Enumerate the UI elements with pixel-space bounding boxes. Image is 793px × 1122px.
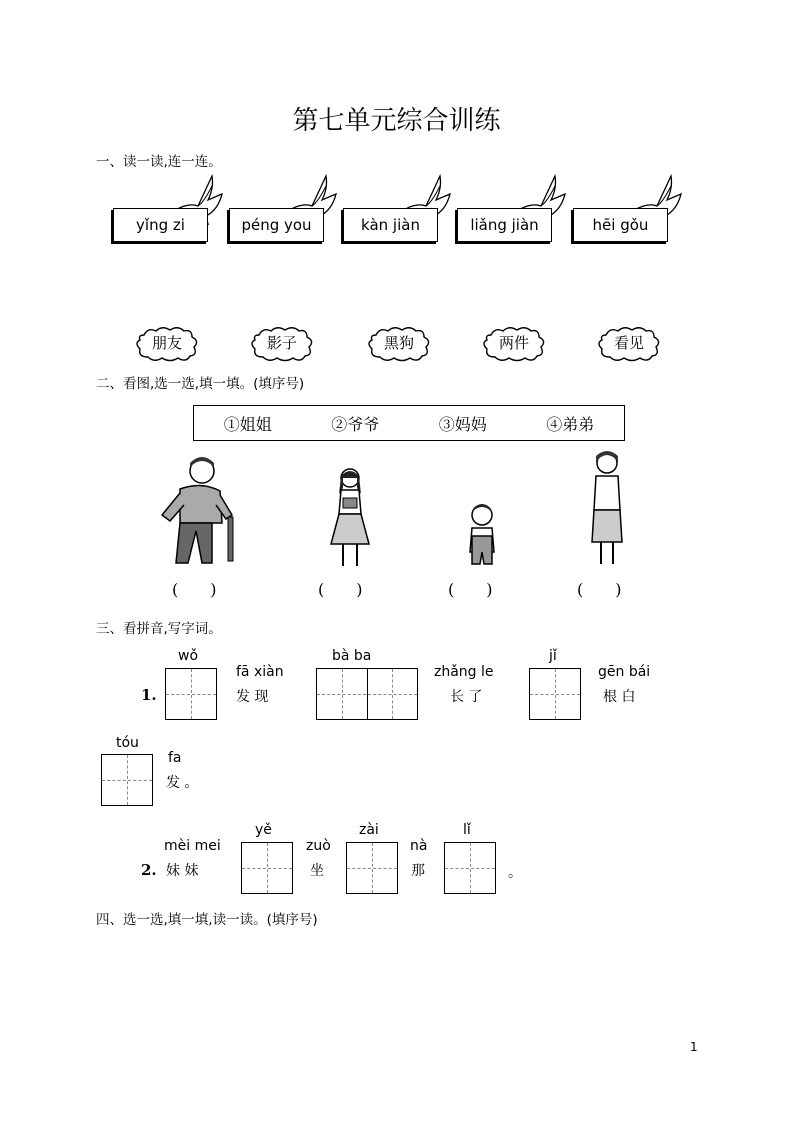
- options-box: [193, 405, 625, 441]
- word-cloud-1: 朋友: [151, 334, 182, 352]
- section-1-heading: 一、读一读,连一连。: [96, 154, 222, 170]
- pinyin-meimei: mèi mei: [164, 838, 221, 854]
- writing-grid-baba[interactable]: [316, 668, 418, 720]
- pinyin-genbai: gēn bái: [598, 664, 651, 680]
- pinyin-fa: fa: [168, 750, 182, 766]
- writing-grid-wo[interactable]: [165, 668, 217, 720]
- option-sister: ①姐姐: [223, 414, 272, 434]
- answer-blank-4[interactable]: ( ): [577, 580, 622, 599]
- word-cloud-2: 影子: [266, 334, 297, 352]
- hanzi-zhangle: 长 了: [450, 689, 483, 705]
- pinyin-zai: zài: [359, 822, 379, 838]
- brother-figure: [462, 502, 502, 574]
- answer-blank-1[interactable]: ( ): [172, 580, 217, 599]
- pinyin-card-3: kàn jiàn: [343, 208, 438, 242]
- writing-grid-li[interactable]: [444, 842, 496, 894]
- answer-blank-3[interactable]: ( ): [448, 580, 493, 599]
- pinyin-ji: jǐ: [549, 648, 557, 664]
- word-cloud-5: 看见: [613, 334, 644, 352]
- question-number-1: 1.: [141, 686, 157, 704]
- pinyin-tou: tóu: [116, 735, 139, 751]
- question-number-2: 2.: [141, 861, 157, 879]
- pinyin-card-1: yǐng zi: [113, 208, 208, 242]
- page-title: 第七单元综合训练: [292, 106, 501, 136]
- pinyin-card-4: liǎng jiàn: [457, 208, 552, 242]
- hanzi-genbai: 根 白: [603, 689, 636, 705]
- hanzi-na: 那: [411, 863, 425, 879]
- hanzi-zuo: 坐: [310, 863, 324, 879]
- pinyin-zhangle: zhǎng le: [434, 664, 494, 680]
- pinyin-baba: bà ba: [332, 648, 372, 664]
- pinyin-li: lǐ: [463, 822, 471, 838]
- writing-grid-tou[interactable]: [101, 754, 153, 806]
- page-number: 1: [690, 1040, 698, 1054]
- section-4-heading: 四、选一选,填一填,读一读。(填序号): [96, 912, 318, 928]
- hanzi-faxian: 发 现: [236, 689, 269, 705]
- section-3-heading: 三、看拼音,写字词。: [96, 621, 222, 637]
- writing-grid-ji[interactable]: [529, 668, 581, 720]
- hanzi-meimei: 妹 妹: [166, 863, 199, 879]
- sentence-end-mark: 。: [508, 865, 522, 881]
- pinyin-na: nà: [410, 838, 428, 854]
- hanzi-fa: 发 。: [166, 775, 199, 791]
- sister-figure: [325, 466, 375, 574]
- answer-blank-2[interactable]: ( ): [318, 580, 363, 599]
- word-cloud-3: 黑狗: [383, 334, 414, 352]
- writing-grid-zai[interactable]: [346, 842, 398, 894]
- pinyin-card-2: péng you: [229, 208, 324, 242]
- pinyin-ye: yě: [255, 822, 272, 838]
- option-brother: ④弟弟: [546, 414, 595, 434]
- pinyin-faxian: fā xiàn: [236, 664, 284, 680]
- mother-figure: [584, 450, 630, 572]
- grandpa-figure: [150, 455, 250, 570]
- section-2-heading: 二、看图,选一选,填一填。(填序号): [96, 376, 305, 392]
- writing-grid-ye[interactable]: [241, 842, 293, 894]
- option-grandpa: ②爷爷: [331, 414, 380, 434]
- option-mother: ③妈妈: [438, 414, 487, 434]
- pinyin-wo: wǒ: [178, 648, 199, 664]
- pinyin-card-5: hēi gǒu: [573, 208, 668, 242]
- word-cloud-4: 两件: [498, 334, 529, 352]
- pinyin-zuo: zuò: [306, 838, 331, 854]
